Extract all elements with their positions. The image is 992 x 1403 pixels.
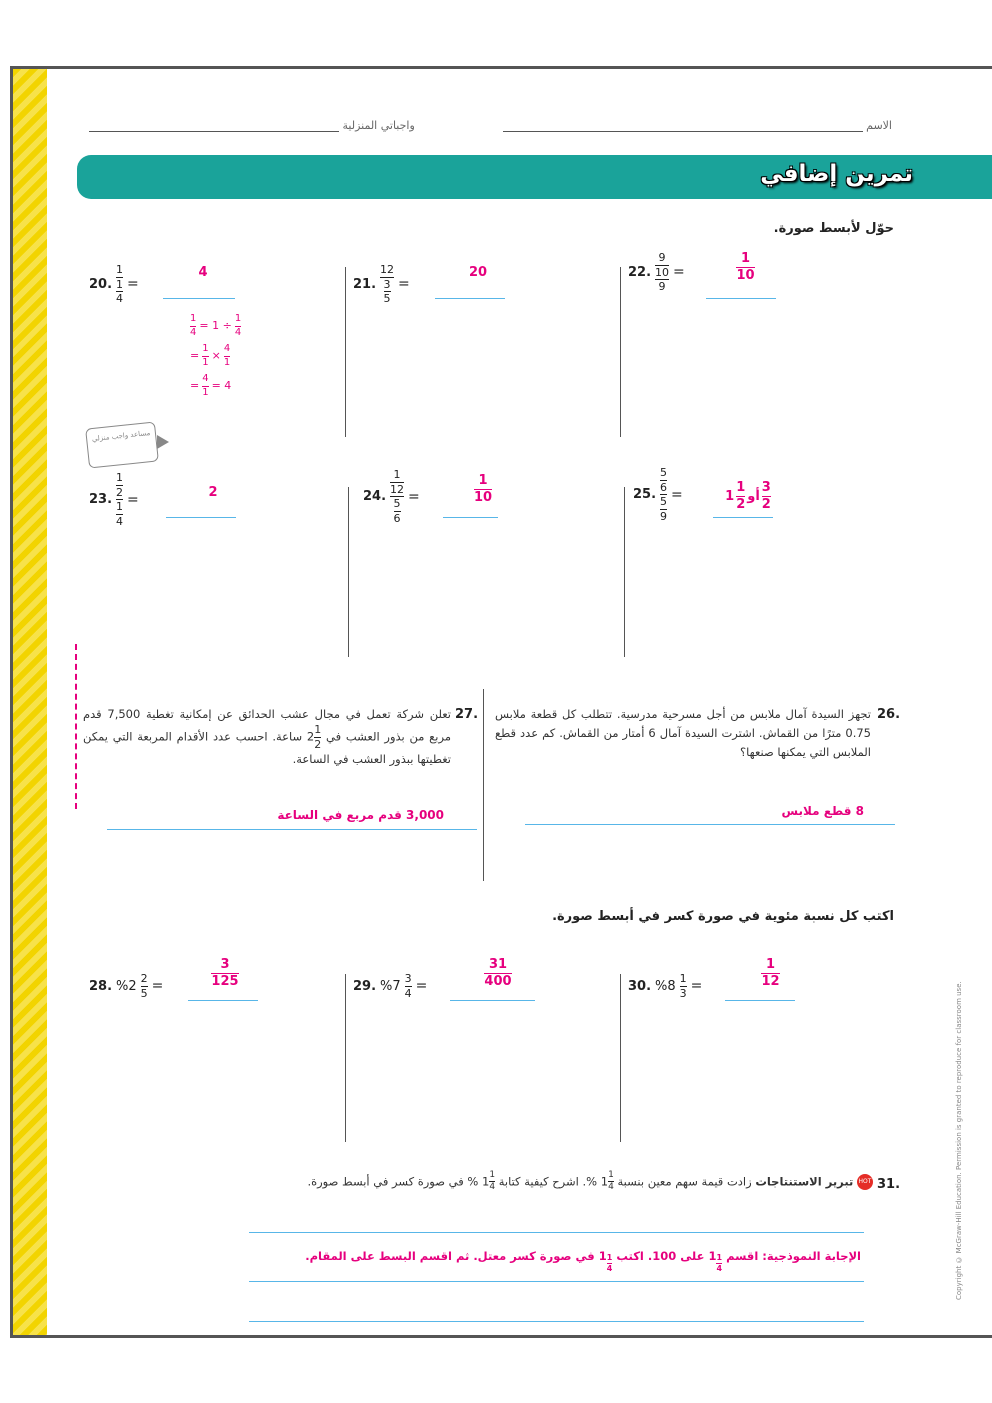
column-separator bbox=[483, 689, 484, 881]
answer-24 bbox=[453, 473, 513, 504]
problem-text: %. اشرح كيفية كتابة bbox=[498, 1174, 598, 1189]
denominator: 2 bbox=[116, 485, 124, 499]
denominator: 4 bbox=[489, 1182, 496, 1193]
denominator: 10 bbox=[736, 267, 755, 283]
problem-26-text: تجهز السيدة آمال ملابس من أجل مسرحية مدرسية. تتطلب كل قطعة ملابس 0.75 مترًا من القماش. اشترت السيدة آمال 6 أمتار من القماش. كم عدد قطع الملابس التي يمكنها صنعها؟ bbox=[495, 707, 871, 759]
percent-whole: %8 bbox=[655, 978, 676, 994]
answer-22 bbox=[718, 251, 773, 282]
answer-line bbox=[166, 517, 236, 518]
column-separator bbox=[345, 267, 346, 437]
work-text: = 4 bbox=[211, 378, 232, 392]
problem-number: 26. bbox=[877, 707, 901, 722]
numerator: 1 bbox=[736, 480, 746, 495]
answer-line bbox=[163, 298, 235, 299]
answer-31 bbox=[249, 1249, 861, 1274]
homework-helper-callout: مساعد واجب منزلي bbox=[85, 421, 159, 468]
denominator: 2 bbox=[736, 496, 746, 512]
answer-21: 20 bbox=[468, 265, 488, 280]
numerator: 4 bbox=[202, 373, 209, 384]
numerator: 1 bbox=[116, 500, 124, 514]
numerator: 4 bbox=[223, 343, 231, 354]
arrow-right-icon bbox=[157, 435, 169, 449]
numerator: 9 bbox=[658, 251, 666, 264]
complex-fraction bbox=[116, 472, 123, 527]
section2-instruction: اكتب كل نسبة مئوية في صورة كسر في أبسط صورة. bbox=[552, 909, 894, 924]
answer-line bbox=[188, 1000, 258, 1001]
problem-25: 25. $\frac{\frac{5}{6}}{\frac{5}{9}}$ = bbox=[633, 466, 683, 523]
denominator: 5 bbox=[140, 986, 148, 1000]
answer-line bbox=[706, 298, 776, 299]
problem-29: 29. %7 $\frac{3}{4}$ = bbox=[353, 972, 428, 1000]
problem-label: تبرير الاستنتاجات bbox=[755, 1174, 854, 1189]
denominator: 4 bbox=[606, 1264, 613, 1274]
numerator: 1 bbox=[679, 972, 687, 985]
numerator: 1 bbox=[489, 1170, 496, 1180]
section1-instruction: حوّل لأبسط صورة. bbox=[773, 221, 894, 236]
denominator: 4 bbox=[234, 326, 242, 338]
work-text: = bbox=[190, 378, 200, 392]
problem-number: 27. bbox=[455, 707, 479, 722]
name-label: الاسم bbox=[866, 119, 892, 132]
problem-number: 28. bbox=[89, 978, 113, 994]
whole: 1 bbox=[482, 1174, 490, 1189]
problem-24: 24. $\frac{\frac{1}{12}}{\frac{5}{6}}$ = bbox=[363, 468, 420, 525]
answer-20: 4 bbox=[198, 265, 208, 280]
denominator: 4 bbox=[404, 986, 412, 1000]
numerator: 1 bbox=[393, 468, 401, 481]
problem-22: 22. $\frac{\frac{9}{10}}{9}$ = bbox=[628, 251, 685, 294]
column-separator bbox=[624, 487, 625, 657]
problem-20: 20. $\frac{1}{\frac{1}{4}}$ = bbox=[89, 263, 139, 306]
answer-text: على 100. اكتب bbox=[616, 1249, 705, 1263]
numerator: 1 bbox=[116, 277, 124, 291]
answer-line bbox=[725, 1000, 795, 1001]
denominator: 6 bbox=[393, 511, 401, 525]
numerator: 1 bbox=[116, 471, 124, 484]
problem-number: 30. bbox=[628, 978, 652, 994]
answer-line bbox=[249, 1321, 864, 1322]
problem-number: 24. bbox=[363, 489, 387, 505]
copyright-note: Copyright © McGraw-Hill Education. Permission is granted to reproduce for classroom use. bbox=[955, 981, 963, 1300]
numerator: 5 bbox=[393, 497, 401, 511]
column-separator bbox=[348, 487, 349, 657]
column-separator bbox=[345, 974, 346, 1142]
numerator: 1 bbox=[314, 723, 322, 736]
problem-number: 21. bbox=[353, 276, 377, 292]
whole: 1 bbox=[725, 488, 735, 504]
work-text: × bbox=[211, 348, 221, 362]
problem-text: تعلن شركة تعمل في مجال عشب الحدائق عن إمكانية تغطية 7,500 قدم مربع من بذور العشب في bbox=[83, 707, 452, 744]
denominator: 6 bbox=[660, 480, 668, 494]
answer-text: الإجابة النموذجية: اقسم bbox=[726, 1249, 861, 1263]
denominator: 12 bbox=[390, 482, 405, 496]
homework-label: واجباتي المنزلية bbox=[342, 119, 415, 132]
denominator: 5 bbox=[383, 292, 391, 306]
homework-field bbox=[89, 119, 415, 132]
problem-30: 30. %8 $\frac{1}{3}$ = bbox=[628, 972, 703, 1000]
whole: 1 bbox=[708, 1249, 717, 1263]
column-separator bbox=[620, 974, 621, 1142]
problem-23: 23. $\frac{\frac{1}{2}}{\frac{1}{4}}$ = bbox=[89, 471, 139, 528]
numerator: 3 bbox=[383, 277, 391, 291]
numerator: 1 bbox=[765, 957, 776, 972]
problem-31-text bbox=[248, 1171, 873, 1193]
numerator: 1 bbox=[478, 473, 488, 488]
denominator: 9 bbox=[658, 280, 666, 294]
work-text: = 1 ÷ bbox=[199, 318, 232, 332]
denominator: 1 bbox=[223, 356, 231, 368]
column-separator bbox=[620, 267, 621, 437]
numerator: 5 bbox=[660, 495, 668, 509]
answer-line bbox=[525, 824, 895, 825]
denominator: 9 bbox=[660, 509, 668, 523]
denominator: 4 bbox=[608, 1182, 614, 1193]
numerator: 12 bbox=[380, 263, 395, 276]
denominator: 12 bbox=[761, 973, 780, 989]
answer-30 bbox=[743, 957, 798, 988]
whole: 2 bbox=[306, 729, 315, 744]
complex-fraction bbox=[655, 252, 669, 293]
numerator: 1 bbox=[234, 313, 242, 324]
answer-line bbox=[450, 1000, 535, 1001]
answer-text: في صورة كسر معتل. ثم اقسم البسط على المقام. bbox=[305, 1249, 595, 1263]
denominator: 400 bbox=[484, 973, 512, 989]
numerator: 1 bbox=[190, 313, 197, 324]
denominator: 2 bbox=[761, 496, 771, 512]
numerator: 1 bbox=[606, 1253, 613, 1262]
answer-25 bbox=[713, 481, 783, 511]
complex-fraction bbox=[380, 264, 394, 305]
answer-28 bbox=[195, 957, 255, 988]
denominator: 125 bbox=[211, 973, 239, 989]
problem-number: 29. bbox=[353, 978, 377, 994]
numerator: 1 bbox=[116, 263, 124, 276]
mixed-number bbox=[314, 724, 321, 750]
numerator: 3 bbox=[220, 957, 230, 972]
worksheet-page bbox=[10, 66, 992, 1338]
denominator-fraction bbox=[116, 279, 123, 305]
problem-number: 25. bbox=[633, 487, 657, 503]
dashed-margin-line bbox=[75, 644, 77, 809]
complex-fraction bbox=[116, 264, 123, 305]
banner-title: تمرين إضافي bbox=[760, 161, 913, 187]
problem-text: ساعة. احسب عدد الأقدام المربعة التي يمكن تغطيتها ببذور العشب في الساعة. bbox=[83, 729, 451, 767]
answer-line bbox=[107, 829, 477, 830]
answer-27: 3,000 قدم مربع في الساعة bbox=[277, 808, 444, 822]
percent-whole: %2 bbox=[116, 978, 137, 994]
numerator: 2 bbox=[140, 972, 148, 985]
yellow-margin-stripe bbox=[13, 69, 47, 1335]
denominator: 4 bbox=[116, 514, 124, 528]
denominator: 4 bbox=[716, 1264, 723, 1274]
numerator: 31 bbox=[488, 957, 508, 972]
complex-fraction bbox=[660, 467, 667, 522]
denominator: 4 bbox=[190, 326, 197, 338]
title-banner bbox=[77, 155, 992, 199]
or-text: أو bbox=[747, 488, 760, 504]
denominator: 3 bbox=[679, 986, 687, 1000]
numerator: 1 bbox=[740, 251, 751, 266]
percent-whole: %7 bbox=[380, 978, 401, 994]
numerator: 1 bbox=[608, 1170, 614, 1180]
whole: 1 bbox=[600, 1174, 609, 1189]
numerator: 5 bbox=[660, 466, 668, 479]
problem-number: 23. bbox=[89, 492, 113, 508]
numerator: 1 bbox=[202, 343, 209, 354]
denominator: 10 bbox=[473, 489, 493, 505]
problem-28: 28. %2 $\frac{2}{5}$ = bbox=[89, 972, 164, 1000]
problem-number: 20. bbox=[89, 276, 113, 292]
numerator: 3 bbox=[761, 480, 771, 495]
answer-26: 8 قطع ملابس bbox=[781, 804, 864, 818]
answer-line bbox=[249, 1281, 864, 1282]
numerator: 1 bbox=[716, 1253, 723, 1262]
problem-text: زادت قيمة سهم معين بنسبة bbox=[617, 1174, 752, 1189]
answer-line bbox=[435, 298, 505, 299]
whole: 1 bbox=[598, 1249, 607, 1263]
name-field bbox=[503, 119, 892, 132]
hot-badge-icon: HOT bbox=[857, 1174, 873, 1190]
worked-solution-20 bbox=[190, 314, 241, 398]
numerator: 3 bbox=[404, 972, 412, 985]
denominator: 10 bbox=[655, 265, 670, 279]
answer-23: 2 bbox=[208, 485, 218, 500]
problem-number: 22. bbox=[628, 264, 652, 280]
answer-line bbox=[249, 1232, 864, 1233]
answer-line bbox=[713, 517, 773, 518]
problem-text: % في صورة كسر في أبسط صورة. bbox=[307, 1174, 479, 1189]
problem-27-text bbox=[83, 705, 451, 769]
denominator: 2 bbox=[314, 737, 322, 751]
work-text: = bbox=[190, 348, 200, 362]
problem-number: 31. bbox=[877, 1177, 901, 1192]
denominator: 1 bbox=[202, 356, 209, 368]
denominator: 4 bbox=[116, 292, 124, 306]
complex-fraction bbox=[390, 469, 404, 524]
problem-21: 21. $\frac{12}{\frac{3}{5}}$ = bbox=[353, 263, 410, 306]
answer-29 bbox=[468, 957, 528, 988]
denominator: 1 bbox=[202, 386, 209, 398]
answer-line bbox=[443, 517, 498, 518]
